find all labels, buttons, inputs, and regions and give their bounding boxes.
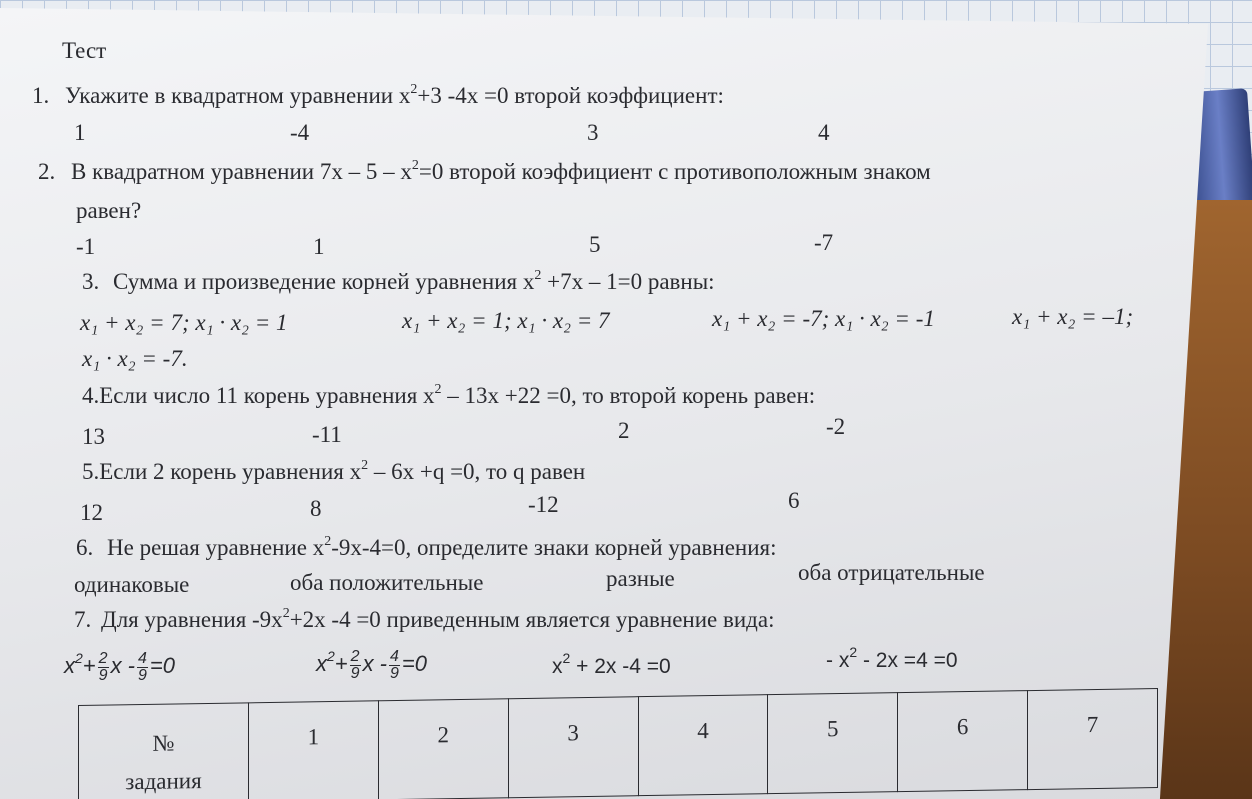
q7-opt-a-sup: 2: [75, 650, 83, 666]
q4-text-after: – 13х +22 =0, то второй корень равен:: [441, 383, 816, 408]
answer-table-header-cell: [79, 703, 249, 799]
q5-number: 5.: [82, 459, 100, 484]
q1-option-1: 1: [74, 120, 86, 145]
page-title: Тест: [62, 38, 107, 63]
answer-table: [78, 688, 1158, 799]
q1-sup: 2: [410, 82, 418, 97]
q7-opt-b-fraction-1: [350, 649, 361, 682]
q2-sup: 2: [411, 158, 419, 173]
fraction-denominator: 9: [350, 664, 360, 682]
question-2: [38, 158, 931, 185]
q1-number: 1.: [32, 83, 50, 108]
q1-option-2: -4: [290, 120, 310, 145]
q7-opt-b-p2: +: [334, 651, 348, 676]
q3-sup: 2: [534, 268, 542, 283]
q7-opt-b-sup: 2: [327, 648, 335, 664]
q7-opt-a-p3: x -: [110, 653, 136, 678]
q7-opt-c-p2: + 2x -4 =0: [570, 655, 671, 678]
fraction-numerator: 4: [138, 649, 147, 667]
q6-sup: 2: [324, 534, 332, 549]
fraction-numerator: 2: [98, 649, 108, 667]
q4-option-4: -2: [826, 414, 846, 439]
q1-text-after: +3 -4х =0 второй коэффициент:: [417, 83, 724, 108]
q5-option-3: -12: [528, 492, 559, 517]
q6-text-after: -9х-4=0, определите знаки корней уравнения:: [331, 535, 777, 560]
q2-option-4: -7: [814, 230, 834, 255]
q3-number: 3.: [82, 269, 100, 294]
fraction-numerator: 2: [350, 647, 360, 665]
q3-text-before: Сумма и произведение корней уравнения х: [113, 269, 535, 294]
question-3: [82, 268, 715, 295]
q7-sup: 2: [282, 606, 290, 621]
q7-text-before: Для уравнения -9х: [101, 607, 283, 632]
q2-option-1: -1: [76, 234, 96, 259]
q1-option-3: 3: [587, 120, 599, 145]
q6-option-4: оба отрицательные: [798, 560, 985, 585]
q7-opt-a-fraction-1: [98, 651, 109, 684]
q2-option-2: 1: [313, 234, 325, 259]
q5-text-after: – 6х +q =0, то q равен: [368, 459, 586, 484]
q7-opt-a-p4: =0: [149, 653, 176, 678]
q7-option-4: [826, 644, 958, 673]
question-4: [82, 382, 815, 409]
q7-opt-a-fraction-2: [137, 651, 148, 684]
q7-opt-b-fraction-2: [389, 649, 400, 682]
answer-cell-5[interactable]: 5: [768, 693, 898, 794]
q5-option-4: 6: [788, 488, 800, 513]
answer-cell-3[interactable]: 3: [508, 697, 638, 798]
q7-option-3: [552, 650, 671, 679]
q2-text-after: =0 второй коэффициент с противоположным знаком: [418, 159, 931, 184]
header-label: задания: [125, 768, 202, 795]
q7-opt-d-p1: - x: [826, 649, 850, 672]
q3-text-after: +7х – 1=0 равны:: [541, 269, 715, 294]
q3-option-1: x₁ + x₂ = 7; x₁ · x₂ = 1: [80, 310, 288, 335]
q7-option-2: [316, 648, 427, 682]
answer-table-row: [79, 689, 1158, 799]
q6-option-3: разные: [606, 566, 675, 591]
q3-option-4-cont: x₁ · x₂ = -7.: [82, 346, 188, 371]
q6-option-1: одинаковые: [74, 572, 190, 597]
q6-number: 6.: [76, 535, 94, 560]
question-6: [76, 534, 777, 561]
q7-opt-d-p2: - 2x =4 =0: [857, 649, 958, 672]
q7-opt-c-p1: x: [552, 655, 563, 678]
q4-text-before: Если число 11 корень уравнения х: [99, 383, 435, 408]
q7-opt-c-sup: 2: [562, 650, 571, 666]
fraction-denominator: 9: [138, 666, 147, 684]
q7-opt-b-p1: x: [316, 651, 327, 676]
q4-sup: 2: [434, 382, 442, 397]
question-5: [82, 458, 585, 485]
q3-option-3: x₁ + x₂ = -7; x₁ · x₂ = -1: [712, 306, 935, 331]
q1-option-4: 4: [818, 120, 830, 145]
answer-cell-2[interactable]: 2: [378, 699, 508, 799]
fraction-denominator: 9: [390, 664, 399, 682]
q2-option-3: 5: [589, 232, 601, 257]
q7-option-1: [64, 650, 175, 684]
q7-opt-a-p1: x: [64, 653, 75, 678]
question-1: [32, 82, 724, 109]
q4-option-2: -11: [312, 422, 342, 447]
q4-number: 4.: [82, 383, 100, 408]
q7-number: 7.: [74, 607, 92, 632]
fraction-denominator: 9: [98, 666, 108, 684]
fraction-numerator: 4: [390, 647, 399, 665]
answer-cell-6[interactable]: 6: [898, 691, 1028, 792]
q5-text-before: Если 2 корень уравнения х: [99, 459, 362, 484]
q4-option-3: 2: [618, 418, 630, 443]
answer-cell-7[interactable]: 7: [1028, 689, 1158, 790]
q1-text-before: Укажите в квадратном уравнении х: [65, 83, 411, 108]
q3-option-2: x₁ + x₂ = 1; x₁ · x₂ = 7: [402, 308, 610, 333]
q5-option-1: 12: [80, 500, 103, 525]
q7-opt-b-p4: =0: [401, 651, 428, 676]
q2-text-before: В квадратном уравнении 7х – 5 – х: [71, 159, 412, 184]
q5-sup: 2: [361, 458, 369, 473]
question-7: [74, 606, 774, 633]
q5-option-2: 8: [310, 496, 322, 521]
answer-cell-1[interactable]: 1: [249, 701, 379, 799]
q4-option-1: 13: [82, 424, 105, 449]
q6-text-before: Не решая уравнение х: [107, 535, 325, 560]
header-number-sign: №: [152, 730, 175, 756]
q3-option-4: x₁ + x₂ = –1;: [1012, 304, 1134, 329]
q7-opt-d-sup: 2: [849, 644, 858, 660]
q7-text-after: +2х -4 =0 приведенным является уравнение вида:: [289, 607, 775, 632]
q2-text-line2: равен?: [76, 198, 142, 223]
q2-number: 2.: [38, 159, 56, 184]
q7-opt-a-p2: +: [82, 653, 96, 678]
q6-option-2: оба положительные: [290, 570, 484, 595]
q7-opt-b-p3: x -: [362, 651, 388, 676]
answer-cell-4[interactable]: 4: [638, 695, 768, 796]
